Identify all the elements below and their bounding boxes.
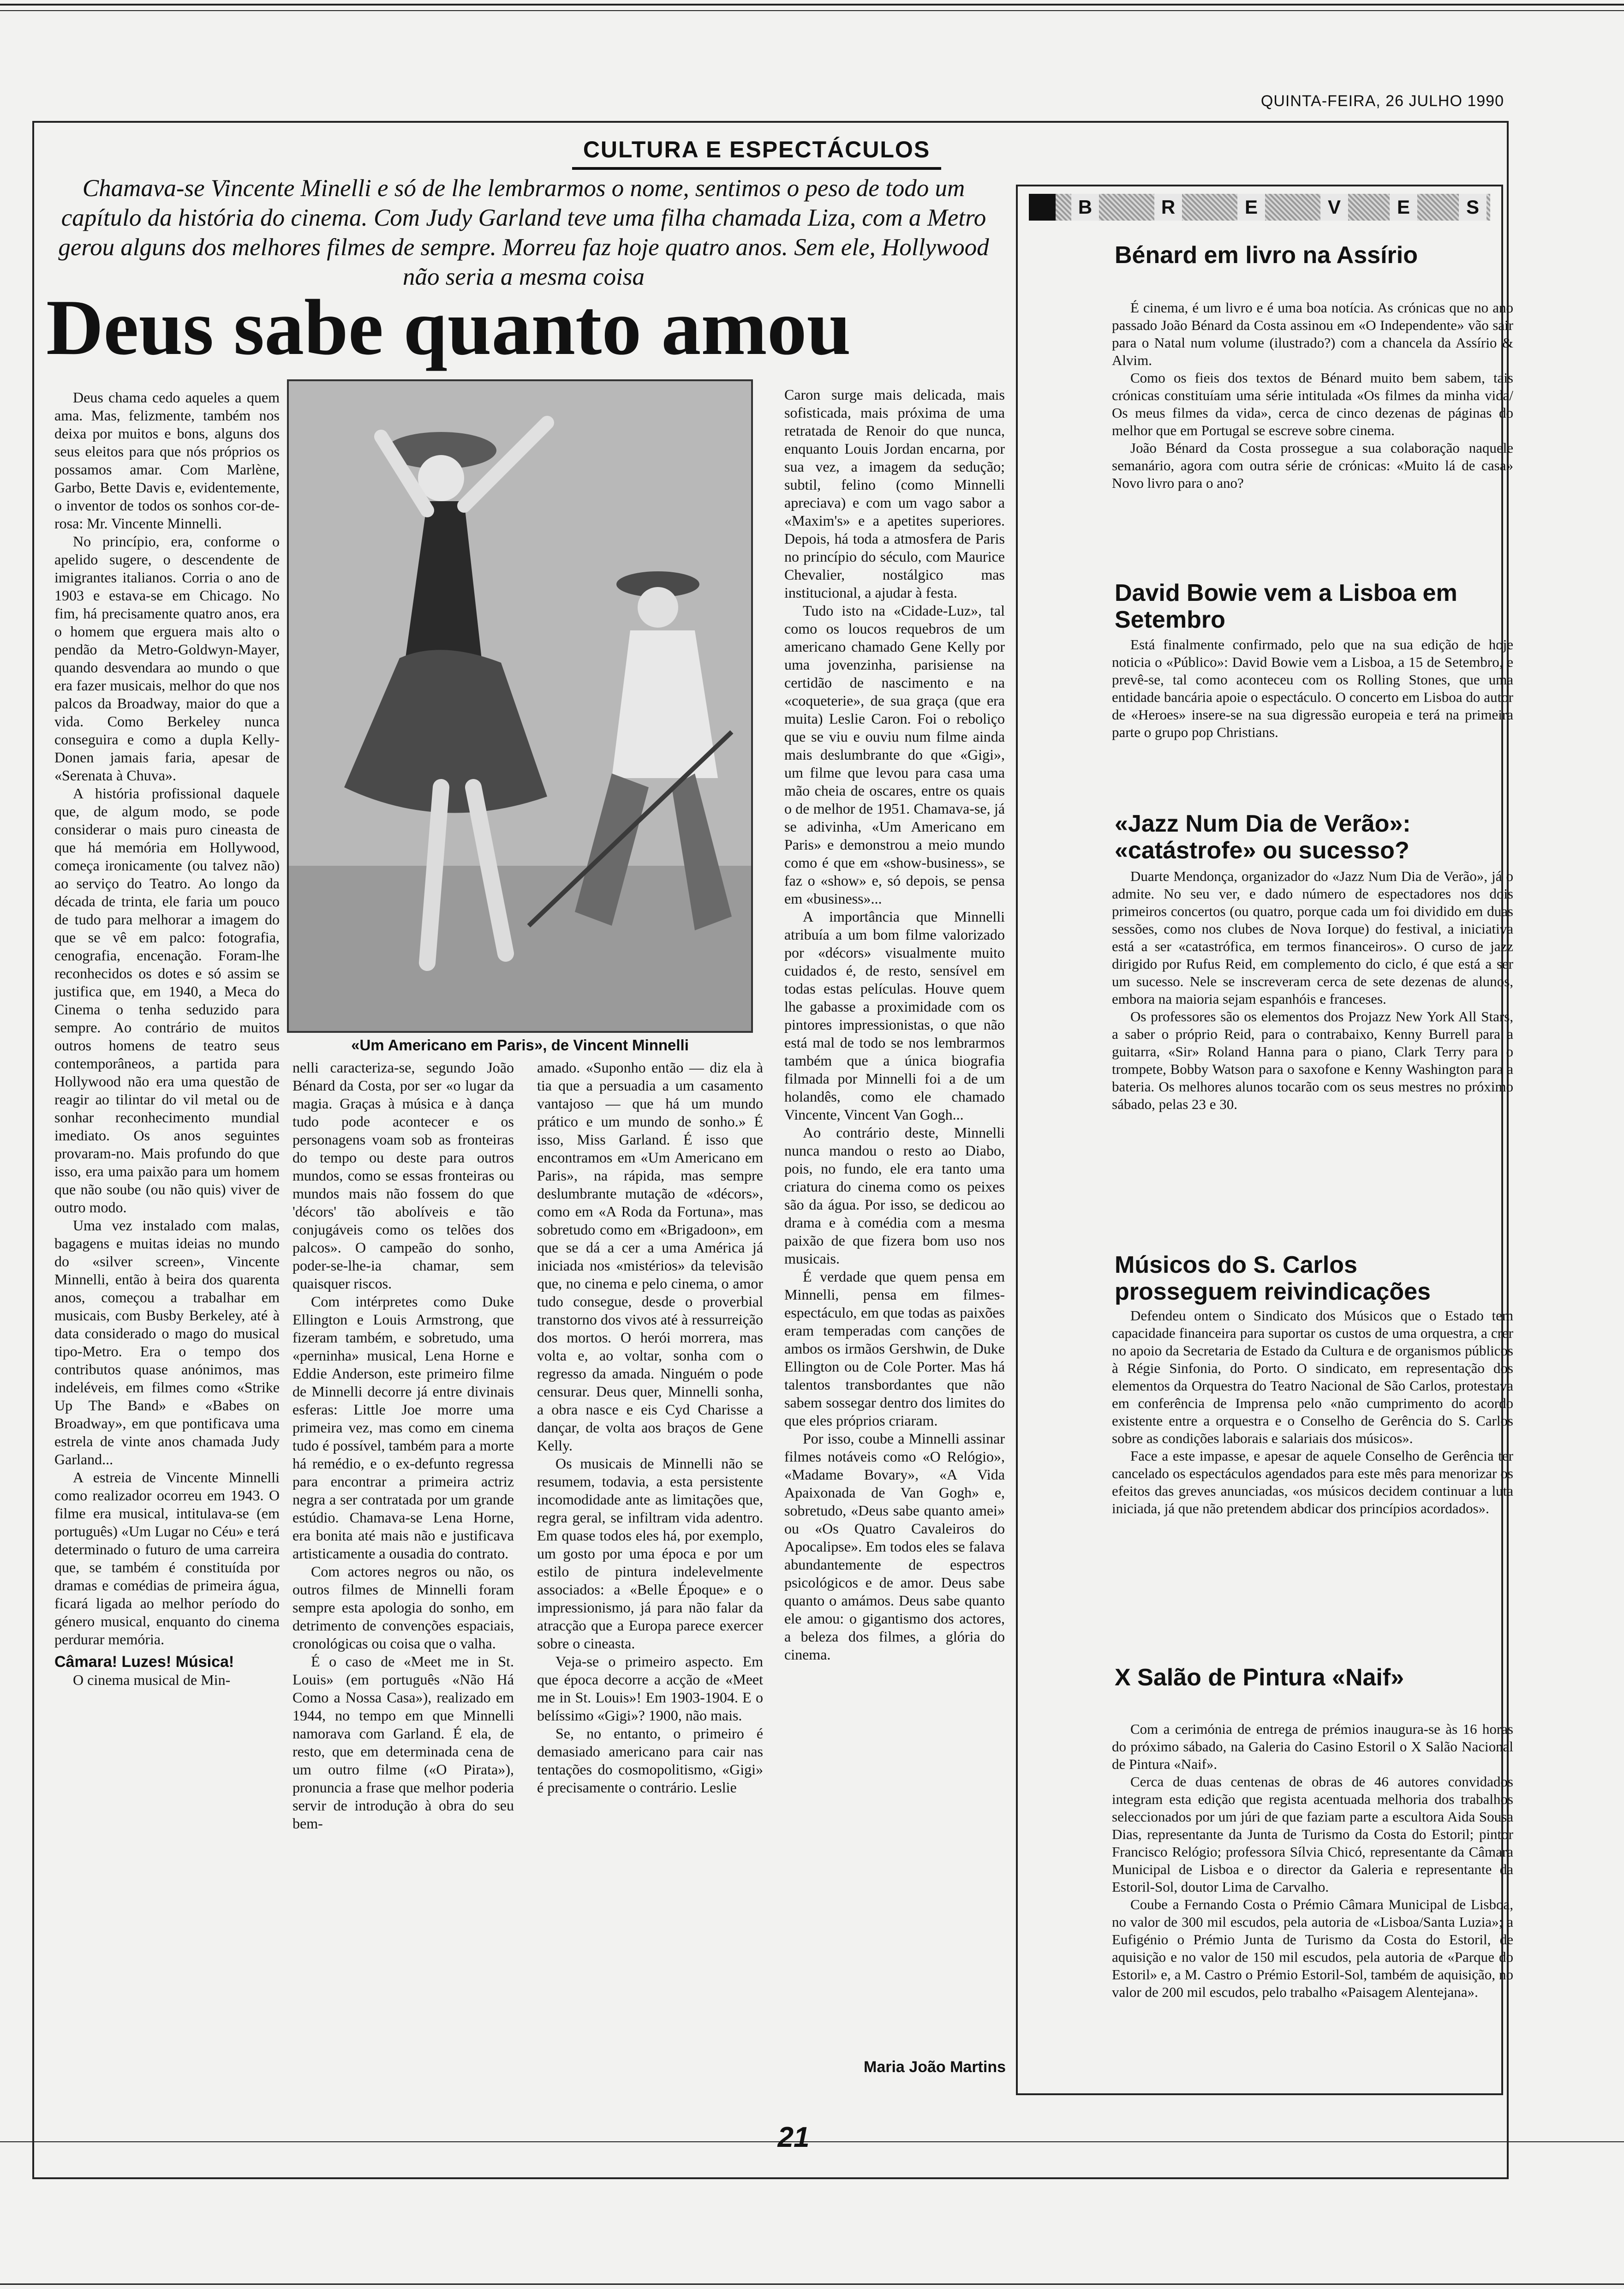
article-paragraph: Tudo isto na «Cidade-Luz», tal como os loucos requebros de um americano chamado Gene Kelly por uma jovenzinha, parisiense na certidão de nascimento e na «coqueterie», de sua graça (que era muita) Leslie Caron. Foi o reboliço que se viu e ouviu num filme ainda mais deslumbrante do que «Gigi», um filme que levou para casa uma mão cheia de oscares, entre os quais o de melhor de 1951. Chamava-se, já se adivinha, «Um Americano em Paris» e demonstrou a meio mundo como é que em «show-business», se faz o «show» e, só depois, se pensa em «business»... (784, 602, 1005, 907)
lead-paragraph: Chamava-se Vincente Minelli e só de lhe lembrarmos o nome, sentimos o peso de todo um capítulo da história do cinema. Com Judy Garland teve uma filha chamada Liza, com a Metro gerou alguns dos melhores filmes de sempre. Morreu faz hoje quatro anos. Sem ele, Hollywood não seria a mesma coisa (58, 175, 989, 290)
section-title: CULTURA E ESPECTÁCULOS (572, 135, 941, 170)
article-paragraph: A importância que Minnelli atribuía a um bom filme valorizado por «décors» visualmente muito cuidados é, de resto, sensível em todas estas películas. Houve quem lhe gabasse a proximidade com os pintores impressionistas, o que não está mal de todo se nos lembrarmos também que a única biografia filmada por Minnelli foi a de um holandês, como ele chamado Vincente, Vincent Van Gogh... (784, 908, 1005, 1123)
breve-paragraph: É cinema, é um livro e é uma boa notícia. As crónicas que no ano passado João Bénard da Costa assinou em «O Independente» vão sair para o Natal num volume (ilustrado?) com a chancela da Assírio & Alvim. (1112, 300, 1513, 368)
breve-body (1112, 868, 1513, 1113)
top-rule (0, 4, 1624, 6)
byline: Maria João Martins (864, 2058, 1006, 2076)
breve-paragraph: Está finalmente confirmado, pelo que na sua edição de hoje noticia o «Público»: David Bowie vem a Lisboa, a 15 de Setembro, e prevê-se, tal como aconteceu com os Rolling Stones, que uma entidade bancária apoie o espectáculo. O concerto em Lisboa do autor de «Heroes» insere-se na sua digressão europeia e terá na primeira parte o grupo pop Christians. (1112, 636, 1513, 740)
top-rule-thin (0, 10, 1624, 11)
breve-paragraph: Defendeu ontem o Sindicato dos Músicos que o Estado tem capacidade financeira para suportar os custos de uma orquestra, a crer no apoio da Secretaria de Estado da Cultura e de organismos públicos à Régie Sinfonia, do Porto. O sindicato, em representação dos elementos da Orquestra do Teatro Nacional de São Carlos, protestava em conferência de Imprensa pelo «não cumprimento do acordo existente entre a orquestra e o Conselho de Gerência do S. Carlos sobre as condições laborais e salariais dos músicos». (1112, 1307, 1513, 1446)
breves-letter: R (1154, 194, 1182, 221)
breve-body (1112, 1307, 1513, 1517)
breve-paragraph: Como os fieis dos textos de Bénard muito bem sabem, tais crónicas constituíam uma série intitulada «Os filmes da minha vida/ Os meus filmes da vida», cerca de cinco dezenas de páginas do melhor que em Portugal se escreve sobre cinema. (1112, 370, 1513, 438)
headline: Deus sabe quanto amou (46, 284, 851, 372)
article-paragraph: Com actores negros ou não, os outros filmes de Minnelli foram sempre esta apologia do sonho, em detrimento de convenções espaciais, cronológicas ou coisa que o valha. (293, 1563, 514, 1652)
breve-paragraph: Cerca de duas centenas de obras de 46 autores convidados integram esta edição que regista acentuada melhoria dos trabalhos seleccionados por um júri de que faziam parte a escultora Aida Sousa Dias, representante da Junta de Turismo da Costa do Estoril; pintor Francisco Relógio; professora Sílvia Chicó, representante da Câmara Municipal de Lisboa e o director da Galeria e representante da Estoril-Sol, doutor Lima de Carvalho. (1112, 1774, 1513, 1895)
article-paragraph: É verdade que quem pensa em Minnelli, pensa em filmes-espectáculo, em que todas as paixões eram temperadas com canções de ambos os irmãos Gershwin, de Duke Ellington ou de Cole Porter. Mas há talentos transbordantes que não sabem sossegar dentro dos limites do que eles próprios criaram. (784, 1268, 1005, 1429)
breve-body (1112, 636, 1513, 741)
article-paragraph: No princípio, era, conforme o apelido sugere, o descendente de imigrantes italianos. Corria o ano de 1903 e estava-se em Chicago. No fim, há precisamente quatro anos, era o homem que erguera mais alto o pendão da Metro-Goldwyn-Mayer, quando desvendara ao mundo o que era fazer musicais, melhor do que nos palcos da Broadway, maior do que a vida. Como Berkeley nunca conseguira e como a dupla Kelly-Donen jamais faria, apesar de «Serenata à Chuva». (54, 533, 280, 784)
article-paragraph: Por isso, coube a Minnelli assinar filmes notáveis como «O Relógio», «Madame Bovary», «A Vida Apaixonada de Van Gogh» e, sobretudo, «Deus sabe quanto amei» ou «Os Quatro Cavaleiros do Apocalipse». Em todos eles se falava abundantemente de espectros psicológicos e de amor. Deus sabe quanto o amámos. Deus sabe quanto ele amou: o gigantismo dos actores, a beleza dos filmes, a glória do cinema. (784, 1430, 1005, 1663)
breve-title: «Jazz Num Dia de Verão»: «catástrofe» ou sucesso? (1115, 810, 1411, 864)
breves-letter: E (1390, 194, 1417, 221)
article-paragraph: amado. «Suponho então — diz ela à tia que a persuadia a um casamento vantajoso — que há um mundo prático e um mundo de sonho.» É isso, Miss Garland. É isso que encontramos em «Um Americano em Paris», na rápida, mas sempre deslumbrante mutação de «décors», como em «A Roda da Fortuna», mas sobretudo como em «Brigadoon», em que se dá a cer a uma América já iniciada nos «mistérios» da televisão que, no cinema e pelo cinema, o amor tudo consegue, desde o proverbial transtorno dos vivos até à ressurreição dos mortos. O herói morrera, mas volta e, ao voltar, sonha com o regresso da amada. Ninguém o pode censurar. Deus quer, Minnelli sonha, a obra nasce e eis Cyd Charisse a dançar, de volta aos braços de Gene Kelly. (537, 1059, 763, 1454)
article-paragraph: É o caso de «Meet me in St. Louis» (em português «Não Há Como a Nossa Casa»), realizado em 1944, no tempo em que Minnelli namorava com Garland. É ela, de resto, que em determinada cena de um outro filme («O Pirata»), pronuncia a frase que melhor poderia servir de introdução à obra do seu bem- (293, 1653, 514, 1832)
article-column-4 (784, 386, 1005, 1664)
breve-paragraph: Face a este impasse, e apesar de aquele Conselho de Gerência ter cancelado os espectáculos agendados para este mês para menorizar os efeitos das greves anunciadas, «os músicos decidem continuar a luta iniciada, já que não pretendem abdicar dos princípios acordados». (1112, 1448, 1513, 1516)
breve-paragraph: Os professores são os elementos dos Projazz New York All Stars, a saber o próprio Reid, para o contrabaixo, Kenny Burrell para a guitarra, «Sir» Roland Hanna para o piano, Clark Terry para o trompete, Bobby Watson para o saxofone e Kenny Washington para a bateria. Os melhores alunos tocarão com os seus mestres no próximo sábado, pelas 23 e 30. (1112, 1008, 1513, 1112)
article-subhead: Câmara! Luzes! Música! (54, 1653, 234, 1671)
article-paragraph: Uma vez instalado com malas, bagagens e muitas ideias no mundo do «silver screen», Vincente Minnelli, então à beira dos quarenta anos, começou a trabalhar em musicais, com Busby Berkeley, até à data considerado o mago do musical tipo-Metro. Era o tempo dos contributos quase anónimos, mas indeléveis, em filmes como «Strike Up The Band» e «Babes on Broadway», em que pontificava uma estrela de vinte anos chamada Judy Garland... (54, 1217, 280, 1468)
dancers-illustration (289, 381, 751, 1031)
breves-letter: B (1071, 194, 1099, 221)
breve-body (1112, 1720, 1513, 2001)
article-column-1 (54, 389, 280, 1689)
article-column-3 (537, 1059, 763, 1797)
article-paragraph: Com intérpretes como Duke Ellington e Louis Armstrong, que fizeram também, e sobretudo, uma «perninha» musical, Lena Horne e Eddie Anderson, este primeiro filme de Minnelli decorre já entre divinais esferas: Little Joe morre uma primeira vez, mas como em cinema tudo é possível, também para a morte há remédio, e o ex-defunto regressa para encontrar a primeira actriz negra a ser contratada por um grande estúdio. Chamava-se Lena Horne, era bonita até mais não e justificava artisticamente a ousadia do contrato. (293, 1293, 514, 1562)
breve-title: Bénard em livro na Assírio (1115, 242, 1418, 269)
breve-body (1112, 299, 1513, 492)
bottom-rule (0, 2283, 1624, 2285)
breve-title: X Salão de Pintura «Naif» (1115, 1664, 1404, 1691)
photo-caption: «Um Americano em Paris», de Vincent Minnelli (351, 1037, 689, 1054)
breve-title: Músicos do S. Carlos prosseguem reivindicações (1115, 1252, 1431, 1305)
breve-paragraph: Coube a Fernando Costa o Prémio Câmara Municipal de Lisboa, no valor de 300 mil escudos, pela autoria de «Lisboa/Santa Luzia»; a Eufigénio o Prémio Junta de Turismo da Costa do Estoril, de aquisição e no valor de 150 mil escudos, pela autoria de «Parque do Estoril» e, a M. Castro o Prémio Estoril-Sol, também de aquisição, no valor de 200 mil escudos, pelo trabalho «Paisagem Alentejana». (1112, 1896, 1513, 2000)
breve-paragraph: Com a cerimónia de entrega de prémios inaugura-se às 16 horas do próximo sábado, na Galeria do Casino Estoril o X Salão Nacional de Pintura «Naif». (1112, 1721, 1513, 1772)
article-paragraph: A história profissional daquele que, de algum modo, se pode considerar o mais puro cineasta de que há memória em Hollywood, começa ironicamente (ou talvez não) ao serviço do Teatro. Ao longo da década de trinta, ele faria um pouco de tudo para melhorar a imagem do que se vê em palco: fotografia, cenografia, encenação. Foram-lhe reconhecidos os dotes e só assim se justifica que, em 1940, a Meca do Cinema o tenha seduzido para sempre. Ao contrário de muitos outros homens de teatro seus contemporâneos, a partida para Hollywood não era uma questão de reagir ao tilintar do vil metal ou de sonhar reconhecimento mundial imediato. Os anos seguintes provaram-no. Mais profundo do que isso, era uma paixão para um homem que não soube (ou não quis) viver de outro modo. (54, 785, 280, 1216)
article-column-2 (293, 1059, 514, 1833)
breves-letter: V (1320, 194, 1348, 221)
article-paragraph: Deus chama cedo aqueles a quem ama. Mas, felizmente, também nos deixa por muitos e bons, alguns dos seus eleitos para que nós próprios os possamos amar. Com Marlène, Garbo, Bette Davis e, evidentemente, o inventor de todos os sonhos cor-de-rosa: Mr. Vincente Minnelli. (54, 389, 280, 532)
article-paragraph: Os musicais de Minnelli não se resumem, todavia, a esta persistente incomodidade ante as limitações que, regra geral, se infiltram vida adentro. Em quase todos eles há, por exemplo, um gosto por uma época e por um estilo de pintura indelevelmente associados: a «Belle Époque» e o impressionismo, já para não falar da atracção que a Europa parece exercer sobre o cineasta. (537, 1455, 763, 1652)
breves-block-icon (1029, 194, 1056, 221)
breves-letter: S (1459, 194, 1487, 221)
breve-paragraph: Duarte Mendonça, organizador do «Jazz Num Dia de Verão», já o admite. No seu ver, e dado número de espectadores nos dois primeiros concertos (ou quatro, porque cada um foi dividido em duas sessões, como nos clubes de Nova Iorque) do festival, a iniciativa está a ser «catastrófica, em termos financeiros». O curso de jazz dirigido por Rufus Reid, em complemento do ciclo, é que está a ser um sucesso. Nele se inscreveram cerca de sete dezenas de alunos, embora na maioria sejam espanhóis e franceses. (1112, 868, 1513, 1007)
page-number: 21 (777, 2121, 810, 2153)
article-paragraph: nelli caracteriza-se, segundo João Bénard da Costa, por ser «o lugar da magia. Graças à música e à dança tudo pode acontecer e os personagens voam sob as fronteiras do tempo ou deste para outros mundos, como se essas fronteiras ou mundos mais não fossem do que 'décors' tão abolíveis e tão conjugáveis como os telões dos palcos». O campeão do sonho, poder-se-lhe-ia chamar, sem quaisquer riscos. (293, 1059, 514, 1292)
article-paragraph: Se, no entanto, o primeiro é demasiado americano para cair nas tentações do cosmopolitismo, «Gigi» é precisamente o contrário. Leslie (537, 1725, 763, 1796)
article-paragraph: Veja-se o primeiro aspecto. Em que época decorre a acção de «Meet me in St. Louis»! Em 1903-1904. E o belíssimo «Gigi»? 1900, não mais. (537, 1653, 763, 1724)
breve-title: David Bowie vem a Lisboa em Setembro (1115, 580, 1457, 633)
breve-paragraph: João Bénard da Costa prossegue a sua colaboração naquele semanário, agora com outra série de crónicas: «Muito lá de casa» Novo livro para o ano? (1112, 440, 1513, 491)
breves-letter: E (1237, 194, 1265, 221)
article-paragraph: Ao contrário deste, Minnelli nunca mandou o resto ao Diabo, pois, no fundo, ele era tanto uma criatura do cinema como os peixes são da água. Por isso, se dedicou ao drama e à comédia com a mesma paixão de que fizera bom uso nos musicais. (784, 1124, 1005, 1267)
article-paragraph: O cinema musical de Min- (73, 1672, 231, 1688)
film-still-photo (287, 379, 753, 1033)
article-paragraph: A estreia de Vincente Minnelli como realizador ocorreu em 1943. O filme era musical, intitulava-se (em português) «Um Lugar no Céu» e terá determinado o futuro de uma carreira que, se também é constituída por dramas e comédias de primeira água, ficará ligada ao melhor período do género musical, enquanto do cinema perdurar memória. (54, 1469, 280, 1648)
dateline: QUINTA-FEIRA, 26 JULHO 1990 (1260, 92, 1504, 110)
article-paragraph: Caron surge mais delicada, mais sofisticada, mais próxima de uma retratada de Renoir do que nunca, enquanto Louis Jordan encarna, por sua vez, a imagem da sedução; subtil, felino (como Minnelli apreciava) e com um vago sabor a «Maxim's» e a apetites superiores. Depois, há toda a atmosfera de Paris no princípio do século, com Maurice Chevalier, nostálgico mas institucional, a ajudar à festa. (784, 386, 1005, 601)
